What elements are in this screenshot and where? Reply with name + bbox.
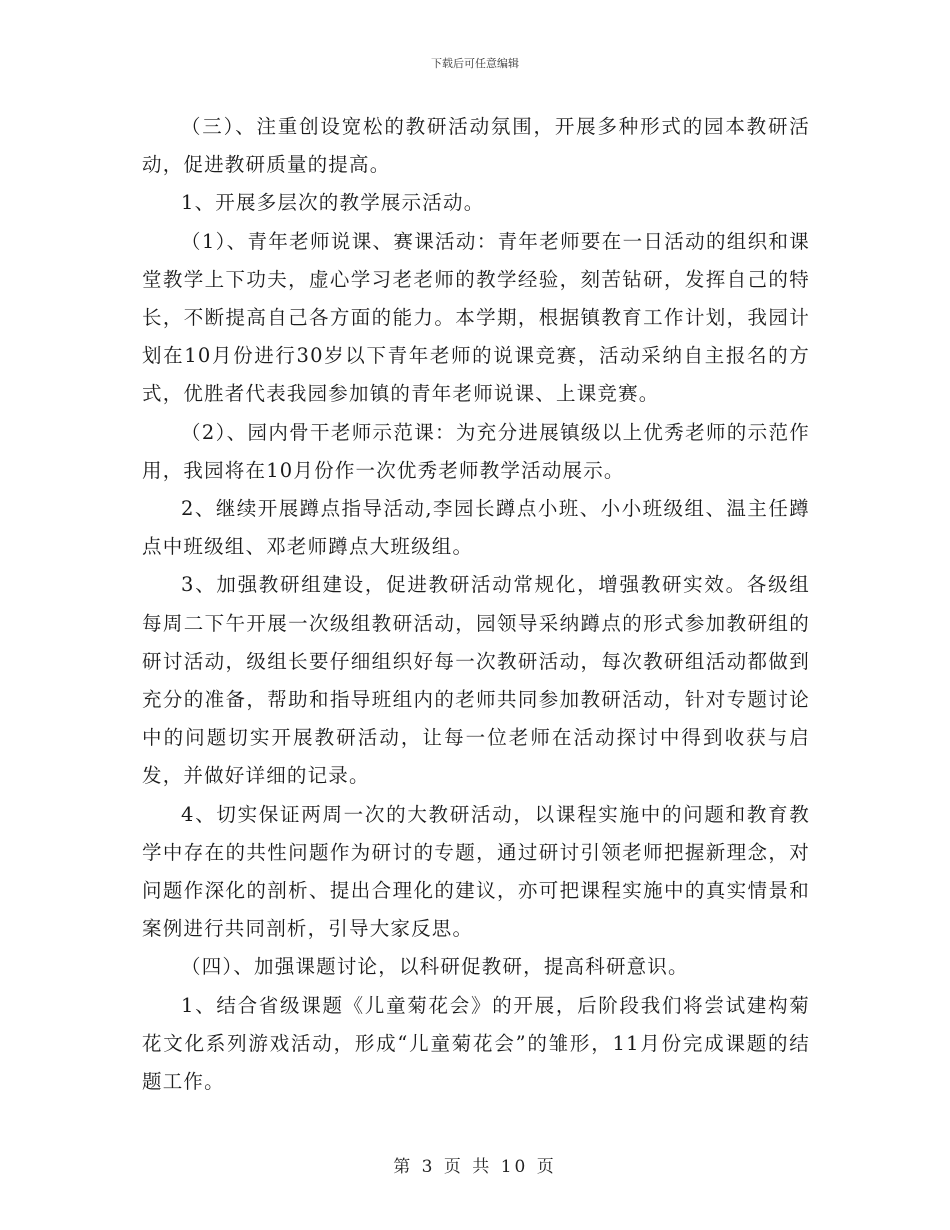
paragraph-item-2: 2、继续开展蹲点指导活动,李园长蹲点小班、小小班级组、温主任蹲点中班级组、邓老师蹲点大班级组。 xyxy=(142,497,810,559)
header-note: 下载后可任意编辑 xyxy=(431,57,519,70)
paragraph-item-4: 4、切实保证两周一次的大教研活动，以课程实施中的问题和教育教学中存在的共性问题作为研讨的专题，通过研讨引领老师把握新理念，对问题作深化的剖析、提出合理化的建议，亦可把课程实施中的真实情景和案例进行共同剖析，引导大家反思。 xyxy=(142,802,810,941)
paragraph-item-1: 1、开展多层次的教学展示活动。 xyxy=(181,191,485,215)
document-body xyxy=(142,108,810,1101)
paragraph-subitem-1: （1）、青年老师说课、赛课活动：青年老师要在一日活动的组织和课堂教学上下功夫，虚心学习老老师的教学经验，刻苦钻研，发挥自己的特长，不断提高自己各方面的能力。本学期，根据镇教育工作计划，我园计划在10月份进行30岁以下青年老师的说课竞赛，活动采纳自主报名的方式，优胜者代表我园参加镇的青年老师说课、上课竞赛。 xyxy=(142,229,810,406)
paragraph-item-3: 3、加强教研组建设，促进教研活动常规化，增强教研实效。各级组每周二下午开展一次级组教研活动，园领导采纳蹲点的形式参加教研组的研讨活动，级组长要仔细组织好每一次教研活动，每次教研组活动都做到充分的准备，帮助和指导班组内的老师共同参加教研活动，针对专题讨论中的问题切实开展教研活动，让每一位老师在活动探讨中得到收获与启发，并做好详细的记录。 xyxy=(142,573,810,788)
paragraph-section-4-heading: （四）、加强课题讨论，以科研促教研，提高科研意识。 xyxy=(181,955,689,979)
paragraph-section-3-heading: （三）、注重创设宽松的教研活动氛围，开展多种形式的园本教研活动，促进教研质量的提高。 xyxy=(142,115,810,177)
paragraph-subitem-2: （2）、园内骨干老师示范课：为充分进展镇级以上优秀老师的示范作用，我园将在10月份作一次优秀老师教学活动展示。 xyxy=(142,420,810,482)
page-number-footer: 第 3 页 共 10 页 xyxy=(393,1157,557,1177)
paragraph-section-4-item-1: 1、结合省级课题《儿童菊花会》的开展，后阶段我们将尝试建构菊花文化系列游戏活动，形成“儿童菊花会”的雏形，11月份完成课题的结题工作。 xyxy=(142,993,810,1094)
